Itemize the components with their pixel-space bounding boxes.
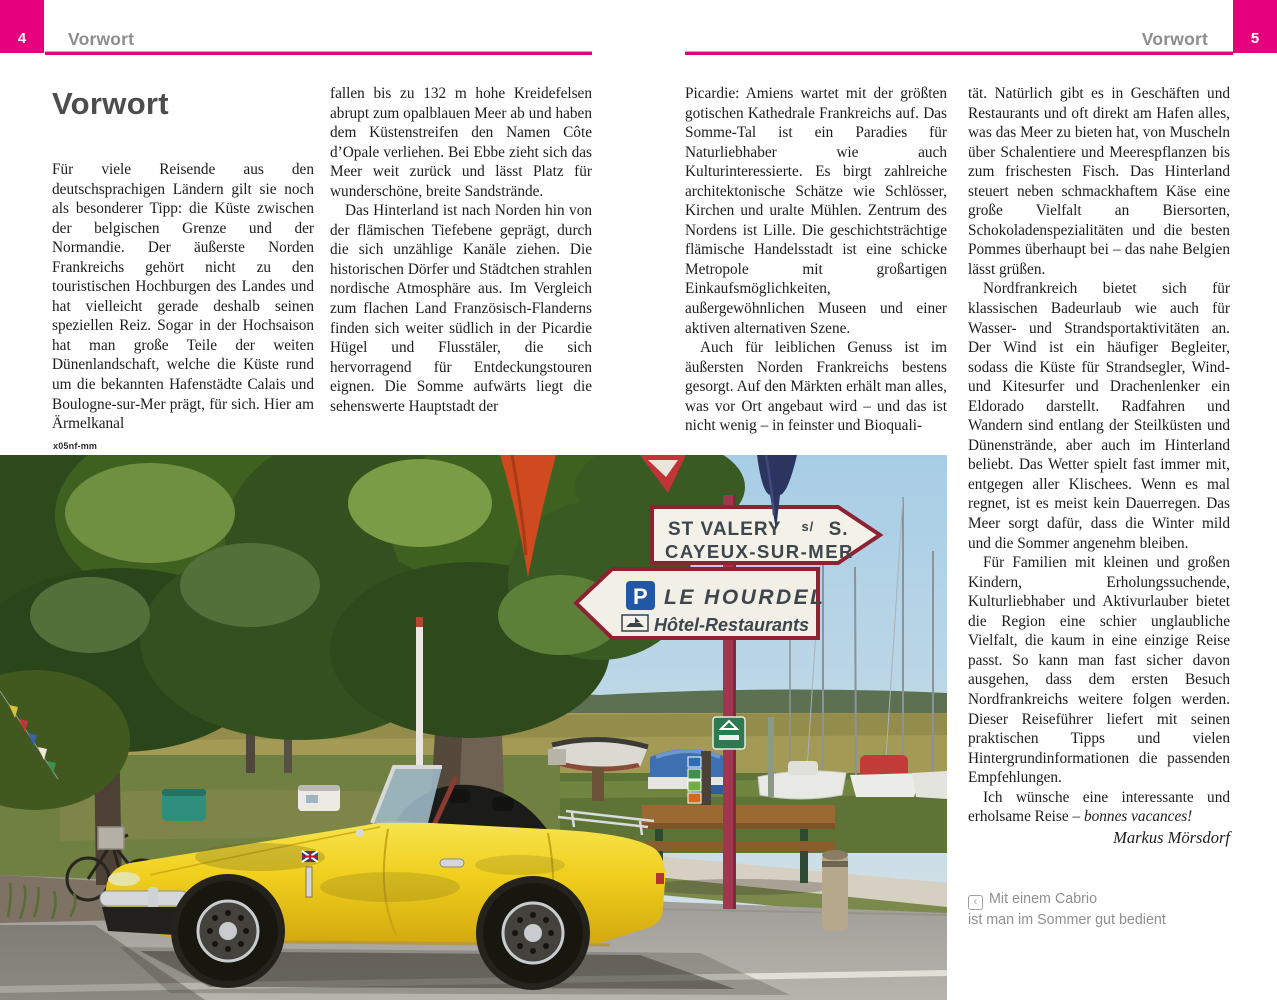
photo-credit: x05nf-mm [53, 441, 98, 451]
rear-wheel [476, 876, 590, 990]
paragraph: Auch für leiblichen Genuss ist im äußersten Norden Frankreichs bestens gesorgt. Auf den Märkten erhält man alles, was vor Ort angebaut wird – und das ist nicht wenig – in feinster und Bioquali- [685, 339, 947, 435]
door-handle [440, 859, 464, 867]
photo-caption [968, 889, 1248, 930]
front-bumper [100, 891, 188, 906]
chrome-trim [306, 867, 312, 897]
svg-text:P: P [633, 584, 648, 609]
photo-caption-line2: ist man im Sommer gut bedient [968, 912, 1166, 928]
paragraph: Picardie: Amiens wartet mit der größten gotischen Kathedrale Frankreichs auf. Das Somme-Tal ist ein Paradies für Naturliebhaber wie auch Kulturinteressierte. Es birgt zahlreiche architektonische Schätze wie Schlösser, Kirchen und uralte Mühlen. Zentrum des Nordens ist Lille. Die geschichtsträchtige flämische Handelsstadt ist eine schicke Metropole mit großartigen Einkaufsmöglichkeiten, außergewöhnlichen Museen und einer aktiven alternativen Szene. [685, 85, 947, 337]
headlight [108, 872, 140, 886]
tail-light [656, 873, 664, 884]
green-mini-sign [713, 717, 745, 749]
wooden-bollard [822, 850, 848, 931]
page-number-right-block [1233, 0, 1277, 53]
svg-text:Hôtel-Restaurants: Hôtel-Restaurants [654, 615, 810, 635]
mirror [356, 829, 364, 837]
photo-caption-line1: ‹ Mit einem Cabrio [968, 889, 1248, 910]
paragraph: Für viele Reisende aus den deutschsprachigen Ländern gilt sie noch als besonderer Tipp: die Küste zwischen der belgischen Grenze und der Normandie. Der äußerste Norden Frankreichs gehört nicht zu den touristischen Hochburgen des Landes und hat vielleicht gerade deshalb seinen speziellen Reiz. Sogar in der Hochsaison hat man große Teile der weiten Dünenlandschaft, welche die Küste rund um die bekannten Hafenstädte Calais und Boulogne-sur-Mer prägt, für sich. Hier am Ärmelkanal [52, 161, 314, 433]
paragraph: fallen bis zu 132 m hohe Kreidefelsen abrupt zum opalblauen Meer ab und haben dem Küstenstreifen den Namen Côte d’Opale verliehen. Bei Ebbe zieht sich das Meer weit zurück und lässt Platz für wunderschöne, breite Sandstrände. [330, 85, 592, 200]
svg-text:ST VALERY s/ S: ST VALERY $^{s/}$ S. [668, 519, 849, 540]
svg-text:LE HOURDEL: LE HOURDEL [664, 586, 826, 609]
header-rule-pink-left [45, 52, 592, 55]
caravan [298, 785, 340, 811]
header-rule-pink-right [685, 52, 1233, 55]
svg-text:CAYEUX-SUR-MER: CAYEUX-SUR-MER [665, 541, 854, 562]
page-number-left-block [0, 0, 44, 53]
front-wheel [171, 874, 285, 988]
left-arrow-box-icon: ‹ [968, 895, 983, 910]
left-page-column-1 [52, 160, 314, 434]
photo-yellow-cabrio [0, 455, 947, 1000]
chapter-title: Vorwort [52, 86, 169, 121]
paragraph: Das Hinterland ist nach Norden hin von der flämischen Tiefebene geprägt, durch die sich unzählige Kanäle ziehen. Die historischen Dörfer und Städtchen strahlen nordische Atmosphäre aus. Im Vergleich zum flachen Land Französisch-Flanderns finden sich weiter südlich in der Picardie Hügel und Flusstäler, die sich hervorragend für Entdeckungstouren eignen. Die Somme aufwärts liegt die sehenswerte Hauptstadt der [330, 202, 592, 415]
page-number-left: 4 [17, 30, 27, 47]
white-post [416, 617, 423, 769]
right-page-column-2 [968, 84, 1230, 827]
paragraph: Ich wünsche eine interessante und erholsame Reise – bonnes vacances! [968, 788, 1230, 826]
union-jack-badge [302, 851, 318, 862]
direction-sign-st-valery [652, 507, 880, 563]
paragraph: Für Familien mit kleinen und großen Kindern, Erholungssuchende, Kulturliebhaber und Aktivurlauber bietet die Region eine schier unglaubliche Vielfalt, die kaum in eine einzige Reise passt. So kann man fast sicher davon ausgehen, dass dem ersten Besuch Nordfrankreichs weitere folgen werden. Dieser Reiseführer liefert mit seinen praktischen Tipps und vielen Hintergrundinformationen die passenden Empfehlungen. [968, 554, 1230, 787]
sage-pole [768, 717, 774, 797]
running-head-right: Vorwort [1141, 29, 1208, 49]
left-page-column-2 [330, 84, 592, 416]
right-page-column-1 [685, 84, 947, 436]
paragraph: Nordfrankreich bietet sich für klassischen Badeurlaub wie auch für Wasser- und Strandsportaktivitäten an. Der Wind ist ein häufiger Begleiter, sodass die Küste für Strandsegler, Wind- und Kitesurfer und Drachenlenker ein Eldorado darstellt. Radfahren und Wandern sind entlang der Steilküsten und Dünenstrände, aber auch im Hinterland beliebt. Das Wetter spielt fast immer mit, entgegen aller Klischees. Wenn es mal regnet, ist es meist kein Dauerregen. Das Meer sorgt dafür, dass die Winter mild und die Sommer angenehm bleiben. [968, 280, 1230, 552]
author-signature: Markus Mörsdorf [1113, 828, 1230, 847]
direction-sign-le-hourdel [576, 569, 826, 638]
paragraph: tät. Natürlich gibt es in Geschäften und Restaurants und oft direkt am Hafen alles, was das Meer zu bieten hat, von Muscheln über Schalentiere und Meerespflanzen bis zum frischesten Fisch. Das Hinterland steuert neben schmackhaftem Käse eine große Vielfalt an Biersorten, Schokoladenspezialitäten und die besten Pommes überhaupt bei – das nahe Belgien lässt grüßen. [968, 85, 1230, 278]
running-head-left: Vorwort [68, 29, 135, 49]
page-number-right: 5 [1250, 30, 1260, 47]
